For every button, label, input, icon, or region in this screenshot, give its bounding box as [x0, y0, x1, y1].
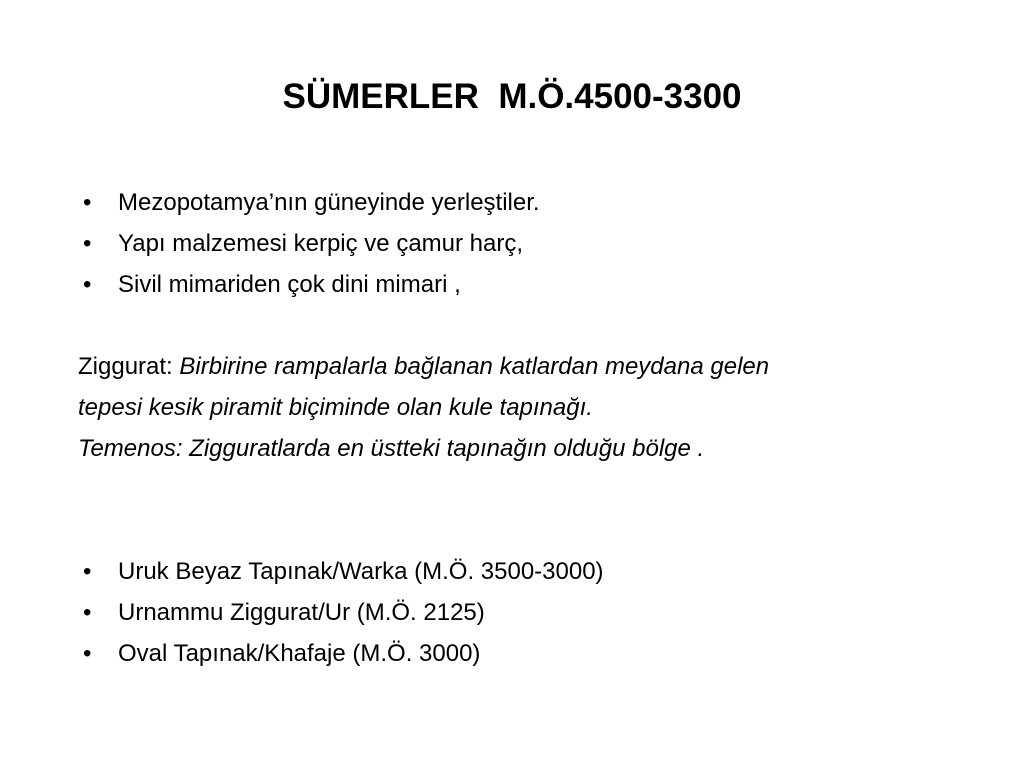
- bullet-text: Sivil mimariden çok dini mimari ,: [118, 271, 461, 298]
- bullet-marker: •: [83, 189, 92, 216]
- bullet-text: Oval Tapınak/Khafaje (M.Ö. 3000): [118, 640, 481, 667]
- bullet-marker: •: [83, 558, 92, 585]
- bullet-marker: •: [83, 271, 92, 298]
- list-item: [78, 633, 604, 674]
- bullet-marker: •: [83, 640, 92, 667]
- bullet-marker: •: [83, 599, 92, 626]
- definition-term: Ziggurat:: [78, 353, 180, 380]
- bullet-marker: •: [83, 230, 92, 257]
- definition-line: [78, 346, 978, 387]
- list-item: [78, 223, 540, 264]
- bullet-text: Mezopotamya’nın güneyinde yerleştiler.: [118, 189, 540, 216]
- bullet-text: Yapı malzemesi kerpiç ve çamur harç,: [118, 230, 524, 257]
- temenos-definition: Temenos: Zigguratlarda en üstteki tapınağın olduğu bölge .: [78, 435, 705, 462]
- definition-text: Birbirine rampalarla bağlanan katlardan meydana gelen: [179, 353, 770, 380]
- list-item: [78, 264, 540, 305]
- slide-title: SÜMERLER M.Ö.4500-3300: [282, 77, 742, 116]
- top-bullet-list: [78, 182, 540, 305]
- list-item: [78, 592, 604, 633]
- definition-paragraph: [78, 346, 978, 469]
- bullet-text: Uruk Beyaz Tapınak/Warka (M.Ö. 3500-3000): [118, 558, 604, 585]
- bottom-bullet-list: [78, 551, 604, 674]
- list-item: [78, 551, 604, 592]
- bullet-text: Urnammu Ziggurat/Ur (M.Ö. 2125): [118, 599, 485, 626]
- list-item: [78, 182, 540, 223]
- definition-line: tepesi kesik piramit biçiminde olan kule tapınağı.: [78, 394, 593, 421]
